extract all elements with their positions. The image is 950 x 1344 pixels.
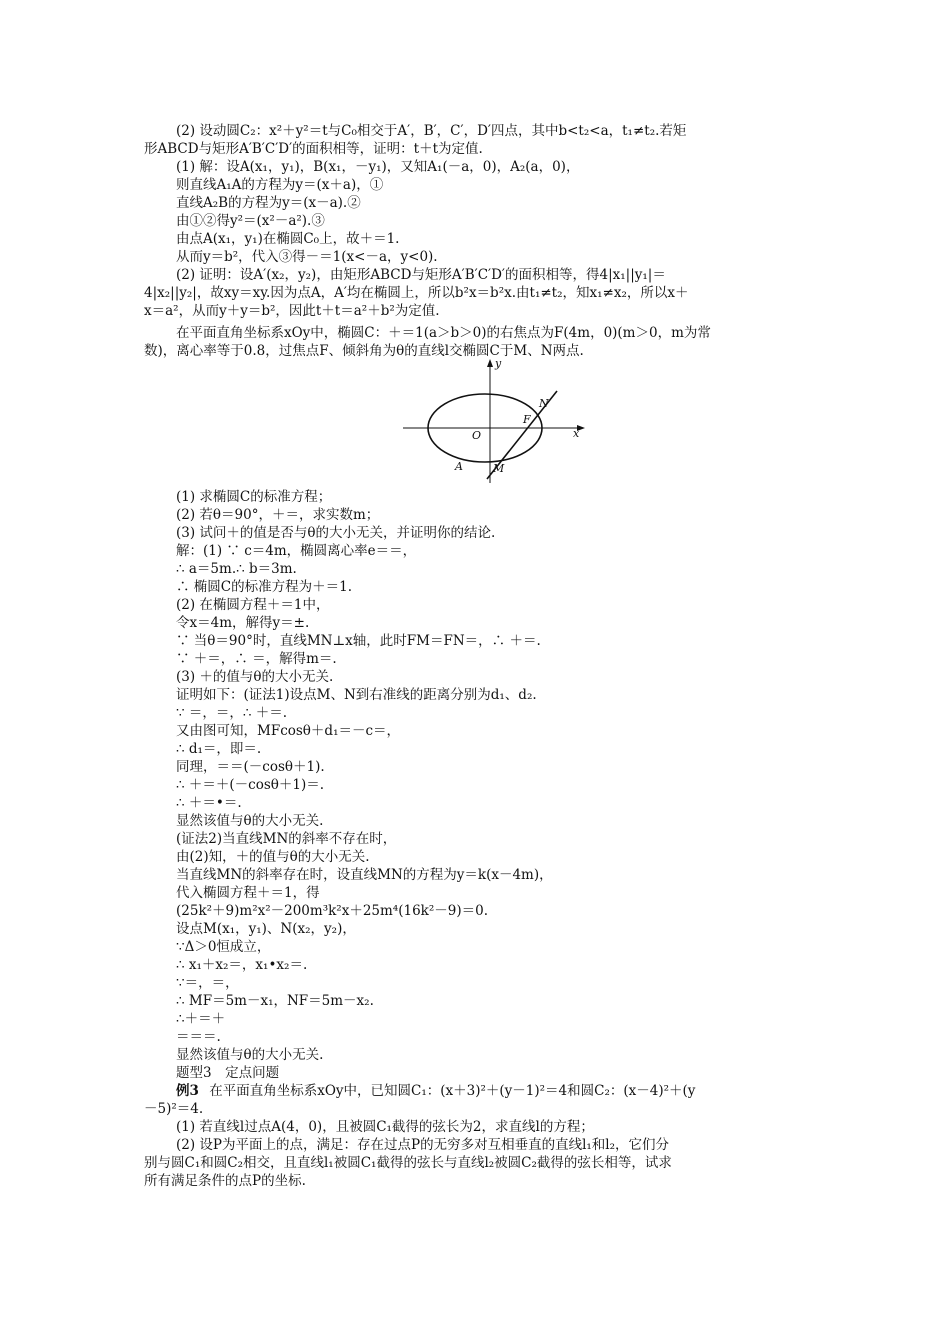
point-label-m: M — [493, 462, 505, 475]
text-line: 别与圆C₁和圆C₂相交，且直线l₁被圆C₁截得的弦长与直线l₂被圆C₂截得的弦长相等，试求 — [144, 1155, 672, 1171]
focus-label: F — [523, 413, 531, 426]
text-line: (2) 若θ＝90°，＋＝，求实数m； — [176, 507, 380, 523]
text-line: 令x＝4m，解得y＝±. — [176, 615, 310, 631]
axis-label-y: y — [495, 357, 502, 370]
text-line: (3) ＋的值与θ的大小无关. — [176, 669, 334, 685]
text-line: 显然该值与θ的大小无关. — [176, 813, 324, 829]
text-line: (1) 解：设A(x₁，y₁)，B(x₁，－y₁)，又知A₁(－a，0)，A₂(a，0)， — [176, 159, 580, 175]
text-line: ∵ ＋＝，∴ ＝，解得m＝. — [176, 651, 337, 667]
text-line: (3) 试问＋的值是否与θ的大小无关，并证明你的结论. — [176, 525, 496, 541]
text-line: (2) 在椭圆方程＋＝1中， — [176, 597, 330, 613]
text-line: 形ABCD与矩形A′B′C′D′的面积相等，证明：t＋t为定值. — [144, 141, 483, 157]
text-line: 4|x₂||y₂|，故xy＝xy.因为点A，A′均在椭圆上，所以b²x＝b²x.由t₁≠t₂，知x₁≠x₂，所以x＋ — [144, 285, 689, 301]
example-text: 在平面直角坐标系xOy中，已知圆C₁：(x＋3)²＋(y－1)²＝4和圆C₂：(x－4)²＋(y — [209, 1083, 696, 1099]
text-line: ∵Δ＞0恒成立， — [176, 939, 271, 955]
point-label-n: N — [539, 397, 549, 410]
ellipse-figure — [395, 355, 595, 485]
text-line: ∴ ＋＝＋(－cosθ＋1)＝. — [176, 777, 325, 793]
text-line: 则直线A₁A的方程为y＝(x＋a)，① — [176, 177, 384, 193]
text-line: ∴ MF＝5m－x₁，NF＝5m－x₂. — [176, 993, 374, 1009]
text-line: ∴ ＋＝•＝. — [176, 795, 242, 811]
text-line: x＝a²，从而y＋y＝b²，因此t＋t＝a²＋b²为定值. — [144, 303, 440, 319]
text-line: ∵ 当θ＝90°时，直线MN⊥x轴，此时FM＝FN＝，∴ ＋＝. — [176, 633, 541, 649]
text-line: 从而y＝b²，代入③得－＝1(x<－a，y<0). — [176, 249, 438, 265]
text-line: 直线A₂B的方程为y＝(x－a).② — [176, 195, 361, 211]
text-line: (证法2)当直线MN的斜率不存在时， — [176, 831, 397, 847]
text-line: ∴ d₁＝，即＝. — [176, 741, 262, 757]
axis-label-x: x — [573, 427, 580, 440]
text-line: (2) 设动圆C₂：x²＋y²＝t与C₀相交于A′，B′，C′，D′四点，其中b<t₂<a，t₁≠t₂.若矩 — [176, 123, 687, 139]
origin-label: O — [472, 429, 482, 442]
text-line: 数)，离心率等于0.8，过焦点F、倾斜角为θ的直线l交椭圆C于M、N两点. — [144, 343, 584, 359]
text-line: ∵＝，＝， — [176, 975, 239, 991]
text-line: 证明如下：(证法1)设点M、N到右准线的距离分别为d₁、d₂. — [176, 687, 537, 703]
section-heading: 题型3 定点问题 — [176, 1065, 280, 1081]
text-line: ∴ x₁＋x₂＝，x₁•x₂＝. — [176, 957, 308, 973]
text-line: 由①②得y²＝(x²－a²).③ — [176, 213, 325, 229]
text-line: 设点M(x₁，y₁)、N(x₂，y₂)， — [176, 921, 356, 937]
text-line: ∴ a＝5m.∴ b＝3m. — [176, 561, 297, 577]
text-line: 显然该值与θ的大小无关. — [176, 1047, 324, 1063]
point-label-a: A — [455, 460, 463, 473]
text-line: －5)²＝4. — [144, 1101, 204, 1117]
text-line: 由点A(x₁，y₁)在椭圆C₀上，故＋＝1. — [176, 231, 400, 247]
text-line: (2) 设P为平面上的点，满足：存在过点P的无穷多对互相垂直的直线l₁和l₂，它们分 — [176, 1137, 670, 1153]
text-line: 由(2)知，＋的值与θ的大小无关. — [176, 849, 370, 865]
text-line: 在平面直角坐标系xOy中，椭圆C：＋＝1(a＞b＞0)的右焦点为F(4m，0)(m＞0，m为常 — [176, 325, 711, 341]
text-line: (1) 若直线l过点A(4，0)，且被圆C₁截得的弦长为2，求直线l的方程； — [176, 1119, 594, 1135]
text-line: 又由图可知，MFcosθ＋d₁＝－c＝， — [176, 723, 401, 739]
text-line: 同理，＝＝(－cosθ＋1). — [176, 759, 325, 775]
text-line: 所有满足条件的点P的坐标. — [144, 1173, 306, 1189]
text-line: 解：(1) ∵ c＝4m，椭圆离心率e＝＝， — [176, 543, 417, 559]
text-line: ∵ ＝，＝，∴ ＋＝. — [176, 705, 288, 721]
text-line: ∴ 椭圆C的标准方程为＋＝1. — [176, 579, 353, 595]
text-line: 代入椭圆方程＋＝1，得 — [176, 885, 320, 901]
example-line — [176, 1082, 816, 1100]
text-line: (1) 求椭圆C的标准方程； — [176, 489, 332, 505]
text-line: ∴＋＝＋ — [176, 1011, 226, 1027]
text-line: ＝＝＝. — [176, 1029, 221, 1045]
text-line: (25k²＋9)m²x²－200m³k²x＋25m⁴(16k²－9)＝0. — [176, 903, 488, 919]
text-line: 当直线MN的斜率存在时，设直线MN的方程为y＝k(x－4m)， — [176, 867, 553, 883]
text-line: (2) 证明：设A′(x₂，y₂)，由矩形ABCD与矩形A′B′C′D′的面积相等，得4|x₁||y₁|＝ — [176, 267, 666, 283]
example-label: 例3 — [176, 1083, 199, 1099]
